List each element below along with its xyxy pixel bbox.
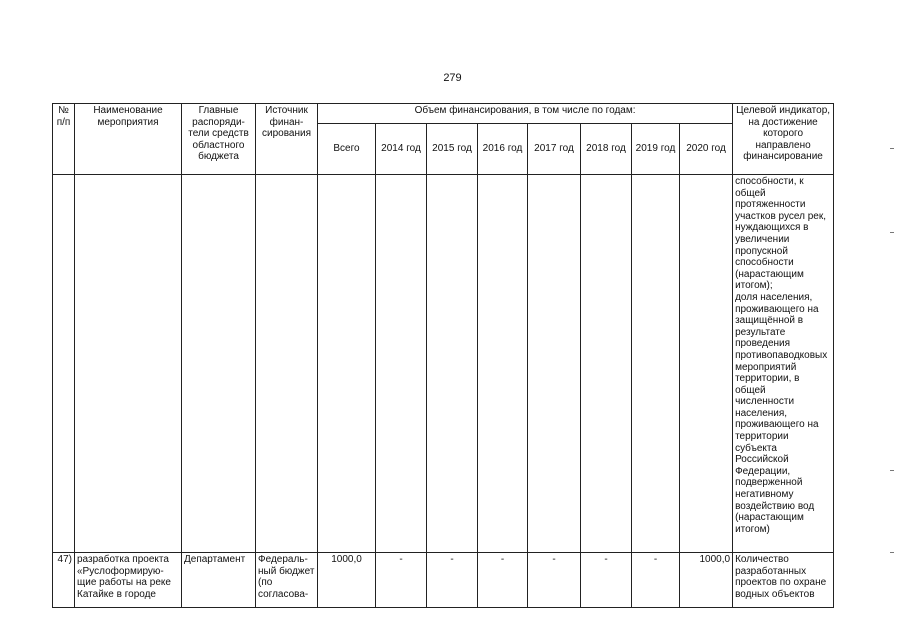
margin-mark — [890, 232, 894, 233]
header-managers: Главные распоряди-тели средств областного бюджета — [182, 104, 256, 175]
indicator-line: участков русел рек, — [735, 210, 827, 222]
header-indicator: Целевой индикатор, на достижение которого направлено финансирование — [733, 104, 834, 175]
page-number: 279 — [443, 72, 462, 84]
indicator-line: пропускной — [735, 245, 788, 257]
indicator-line: проживающего на — [735, 303, 819, 315]
empty-cell — [318, 175, 376, 553]
margin-mark — [890, 148, 894, 149]
row-year-value: - — [528, 553, 581, 608]
indicator-line: (нарастающим — [735, 268, 804, 280]
empty-cell — [528, 175, 581, 553]
header-row — [53, 104, 834, 124]
indicator-line: территории, в общей — [735, 373, 800, 396]
indicator-line: итогом); — [735, 280, 773, 292]
empty-cell — [75, 175, 182, 553]
indicator-line: защищённой в — [735, 315, 804, 327]
row-manager: Департамент — [182, 553, 256, 608]
header-year: 2019 год — [632, 124, 680, 175]
row-name-line: Катайке в городе — [77, 588, 156, 600]
header-year: 2017 год — [528, 124, 581, 175]
empty-cell — [53, 175, 75, 553]
indicator-line: способности — [735, 257, 794, 269]
indicator-line: субъекта — [735, 442, 777, 454]
empty-cell — [680, 175, 733, 553]
row-source-line: (по — [258, 577, 273, 589]
header-funding: Объем финансирования, в том числе по годам: — [318, 104, 733, 124]
budget-table — [52, 103, 834, 608]
margin-mark — [890, 470, 894, 471]
margin-mark — [890, 552, 894, 553]
empty-cell — [427, 175, 478, 553]
row-total: 1000,0 — [318, 553, 376, 608]
row-indicator-cell — [733, 553, 834, 608]
table-row-continued — [53, 175, 834, 553]
row-year-value: - — [427, 553, 478, 608]
row-name-line: щие работы на реке — [77, 577, 171, 589]
empty-cell — [478, 175, 528, 553]
empty-cell — [632, 175, 680, 553]
row-indicator-line: разработанных — [735, 565, 807, 577]
table-row — [53, 553, 834, 608]
row-year-value: - — [581, 553, 632, 608]
header-total: Всего — [318, 124, 376, 175]
indicator-line: населения, — [735, 407, 788, 419]
indicator-line: увеличении — [735, 233, 790, 245]
header-year: 2016 год — [478, 124, 528, 175]
row-source-line: согласова- — [258, 588, 309, 600]
header-year: 2020 год — [680, 124, 733, 175]
empty-cell — [256, 175, 318, 553]
indicator-line: подверженной — [735, 477, 803, 489]
row-year-value: 1000,0 — [680, 553, 733, 608]
row-source-line: ный бюджет — [258, 565, 315, 577]
indicator-line: Российской — [735, 454, 789, 466]
indicator-line: противопаводковых — [735, 349, 828, 361]
row-number: 47) — [53, 553, 75, 608]
indicator-line: нуждающихся в — [735, 222, 809, 234]
row-year-value: - — [632, 553, 680, 608]
indicator-line: численности — [735, 396, 795, 408]
row-indicator-line: Количество — [735, 554, 789, 565]
indicator-line: мероприятий — [735, 361, 797, 373]
header-name: Наименование мероприятия — [75, 104, 182, 175]
header-year: 2014 год — [376, 124, 427, 175]
row-year-value: - — [478, 553, 528, 608]
indicator-line: способности, к — [735, 176, 804, 187]
row-year-value: - — [376, 553, 427, 608]
row-source-cell — [256, 553, 318, 608]
empty-cell — [581, 175, 632, 553]
indicator-line: итогом) — [735, 523, 770, 535]
row-name-line: «Руслоформирую- — [77, 565, 164, 577]
empty-cell — [182, 175, 256, 553]
indicator-line: негативному — [735, 489, 794, 501]
header-year: 2015 год — [427, 124, 478, 175]
indicator-continued-cell — [733, 175, 834, 553]
indicator-line: протяженности — [735, 199, 806, 211]
empty-cell — [376, 175, 427, 553]
row-source-line: Федераль- — [258, 554, 308, 565]
header-year: 2018 год — [581, 124, 632, 175]
row-name-line: разработка проекта — [77, 554, 169, 565]
indicator-line: результате — [735, 326, 786, 338]
header-num: № п/п — [53, 104, 75, 175]
row-indicator-line: водных объектов — [735, 588, 815, 600]
indicator-line: воздействию вод — [735, 500, 815, 512]
row-name-cell — [75, 553, 182, 608]
indicator-line: доля населения, — [735, 291, 813, 303]
indicator-line: общей — [735, 187, 766, 199]
header-source: Источник финан-сирования — [256, 104, 318, 175]
row-indicator-line: проектов по охране — [735, 577, 827, 589]
indicator-line: Федерации, — [735, 465, 791, 477]
indicator-line: (нарастающим — [735, 512, 804, 524]
indicator-line: проживающего на — [735, 419, 819, 431]
indicator-line: территории — [735, 431, 789, 443]
indicator-line: проведения — [735, 338, 791, 350]
